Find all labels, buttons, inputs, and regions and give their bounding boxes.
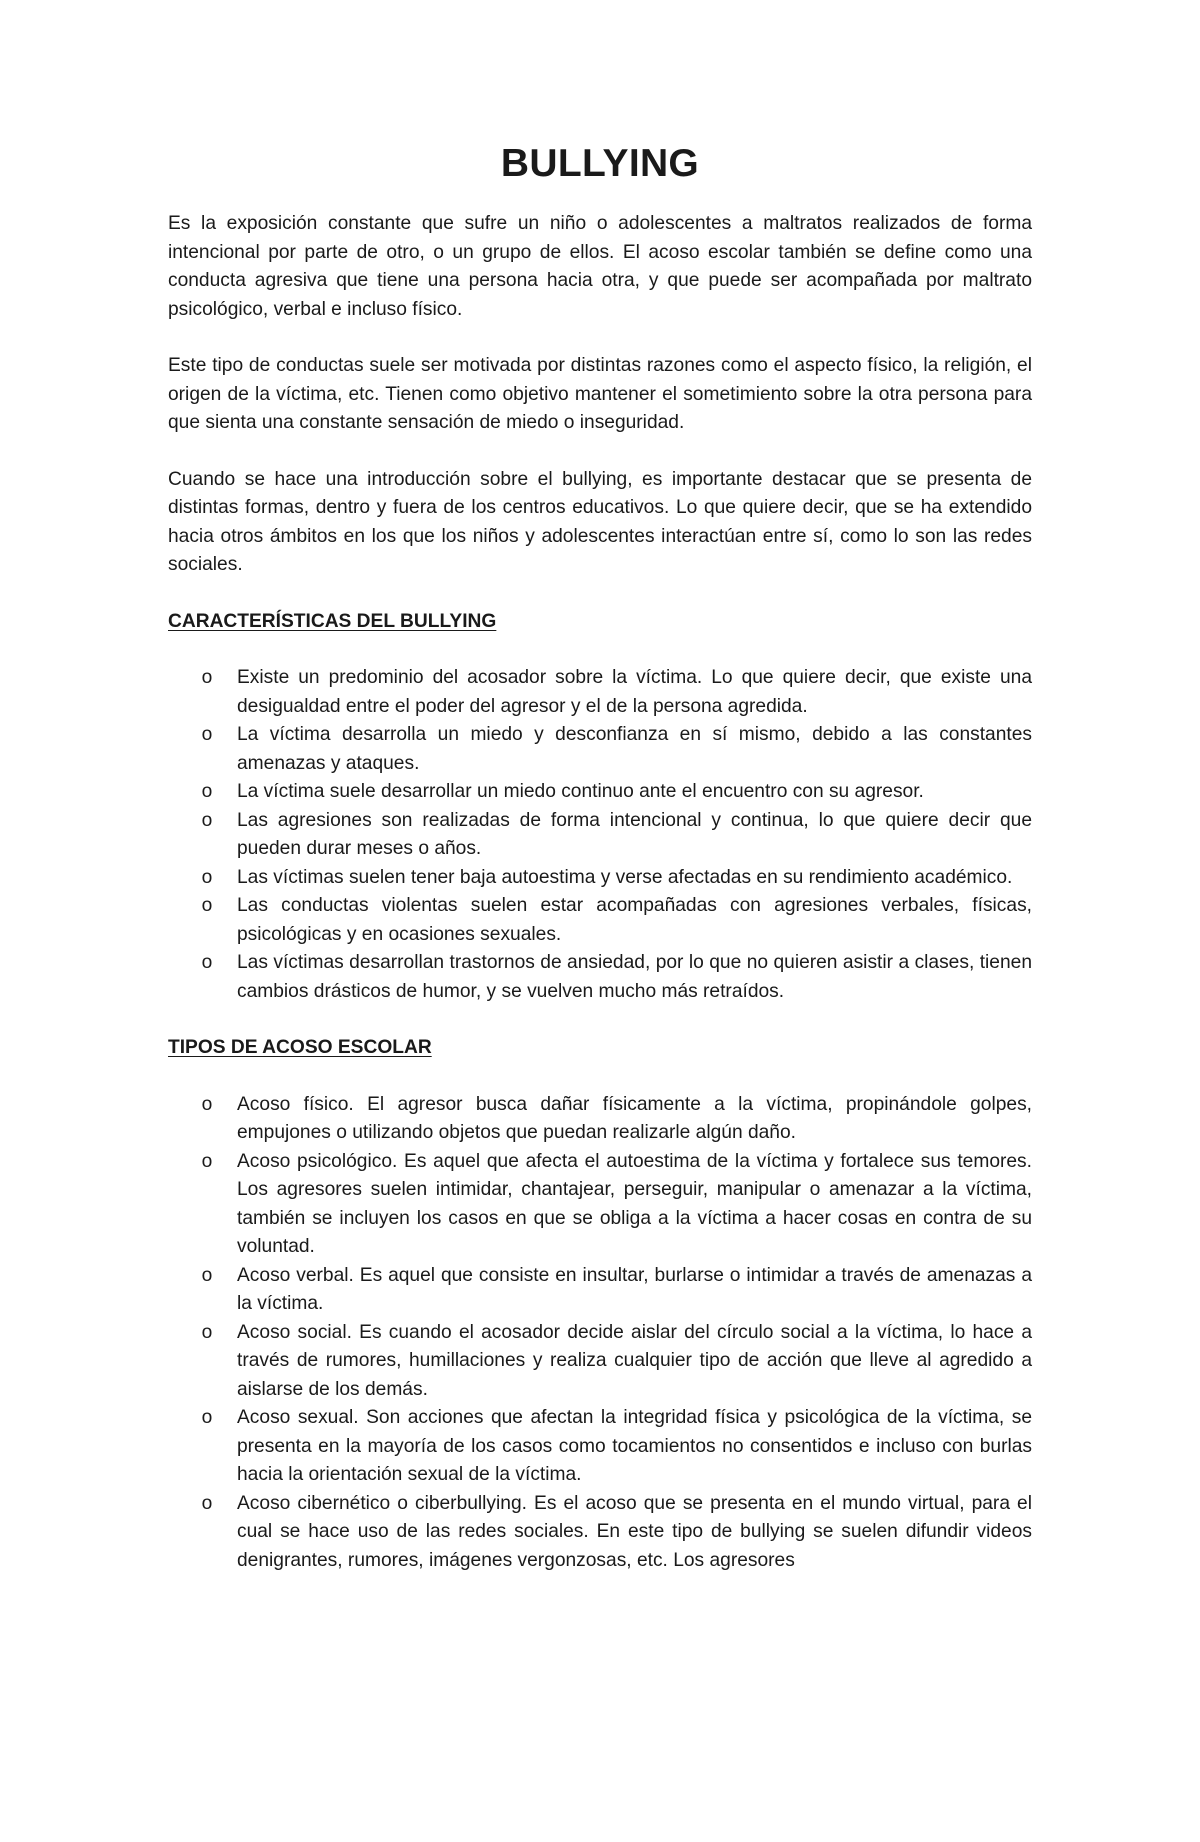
document-body <box>168 140 1032 1575</box>
bullet-marker: o <box>201 1264 213 1286</box>
tipos-list <box>168 1091 1032 1576</box>
list-item-text: La víctima desarrolla un miedo y desconfianza en sí mismo, debido a las constantes amenazas y ataques. <box>237 724 1032 774</box>
list-item-text: Existe un predominio del acosador sobre la víctima. Lo que quiere decir, que existe una desigualdad entre el poder del agresor y el de la persona agredida. <box>237 667 1032 717</box>
list-item <box>168 778 1032 807</box>
list-item-text: Las agresiones son realizadas de forma intencional y continua, lo que quiere decir que pueden durar meses o años. <box>237 809 1032 859</box>
list-item-text: Las conductas violentas suelen estar acompañadas con agresiones verbales, físicas, psicológicas y en ocasiones sexuales. <box>237 895 1032 945</box>
intro-paragraph-2: Este tipo de conductas suele ser motivada por distintas razones como el aspecto físico, la religión, el origen de la víctima, etc. Tienen como objetivo mantener el sometimiento sobre la otra persona para que sienta una constante sensación de miedo o inseguridad. <box>168 355 1032 433</box>
list-item-text: Acoso cibernético o ciberbullying. Es el acoso que se presenta en el mundo virtual, para el cual se hace uso de las redes sociales. En este tipo de bullying se suelen difundir videos denigrantes, rumores, imágenes vergonzosas, etc. Los agresores <box>237 1492 1032 1571</box>
caracteristicas-list <box>168 664 1032 1006</box>
list-item-text: Acoso verbal. Es aquel que consiste en insultar, burlarse o intimidar a través de amenazas a la víctima. <box>237 1264 1032 1314</box>
bullet-marker: o <box>201 1093 213 1115</box>
list-item <box>168 864 1032 893</box>
list-item-text: Las víctimas desarrollan trastornos de ansiedad, por lo que no quieren asistir a clases, tienen cambios drásticos de humor, y se vuelven mucho más retraídos. <box>237 952 1032 1002</box>
bullet-marker: o <box>201 1407 213 1428</box>
list-item <box>168 721 1032 778</box>
bullet-marker: o <box>201 866 213 888</box>
bullet-marker: o <box>201 781 213 802</box>
list-item <box>168 892 1032 949</box>
bullet-marker: o <box>201 809 213 831</box>
list-item <box>168 949 1032 1006</box>
list-item-text: La víctima suele desarrollar un miedo continuo ante el encuentro con su agresor. <box>237 781 924 802</box>
list-item-text: Acoso psicológico. Es aquel que afecta el autoestima de la víctima y fortalece sus temores. Los agresores suelen intimidar, chantajear, perseguir, manipular o amenazar a la víctima, también se incluyen los casos en que se obliga a la víctima a hacer cosas en contra de su voluntad. <box>237 1150 1032 1257</box>
intro-paragraph-1: Es la exposición constante que sufre un niño o adolescentes a maltratos realizados de forma intencional por parte de otro, o un grupo de ellos. El acoso escolar también se define como una conducta agresiva que tiene una persona hacia otra, y que puede ser acompañada por maltrato psicológico, verbal e incluso físico. <box>168 213 1032 320</box>
list-item <box>168 1319 1032 1405</box>
document-title: BULLYING <box>500 142 700 185</box>
list-item <box>168 807 1032 864</box>
list-item-text: Las víctimas suelen tener baja autoestima y verse afectadas en su rendimiento académico. <box>237 866 1013 888</box>
bullet-marker: o <box>201 1321 213 1343</box>
list-item-text: Acoso social. Es cuando el acosador decide aislar del círculo social a la víctima, lo hace a través de rumores, humillaciones y realiza cualquier tipo de acción que lleve al agredido a aislarse de los demás. <box>237 1321 1032 1400</box>
bullet-marker: o <box>201 895 213 916</box>
list-item <box>168 1404 1032 1490</box>
list-item <box>168 1490 1032 1576</box>
bullet-marker: o <box>201 1150 213 1172</box>
list-item <box>168 1091 1032 1148</box>
list-item <box>168 1148 1032 1262</box>
bullet-marker: o <box>201 724 213 745</box>
list-item-text: Acoso sexual. Son acciones que afectan la integridad física y psicológica de la víctima, se presenta en la mayoría de los casos como tocamientos no consentidos e incluso con burlas hacia la orientación sexual de la víctima. <box>237 1407 1032 1485</box>
section-heading-caracteristicas: CARACTERÍSTICAS DEL BULLYING <box>168 610 497 632</box>
list-item-text: Acoso físico. El agresor busca dañar físicamente a la víctima, propinándole golpes, empujones o utilizando objetos que puedan realizarle algún daño. <box>237 1093 1032 1143</box>
bullet-marker: o <box>201 667 213 688</box>
bullet-marker: o <box>201 952 213 973</box>
intro-paragraph-3: Cuando se hace una introducción sobre el bullying, es importante destacar que se presenta de distintas formas, dentro y fuera de los centros educativos. Lo que quiere decir, que se ha extendido hacia otros ámbitos en los que los niños y adolescentes interactúan entre sí, como lo son las redes sociales. <box>168 468 1032 575</box>
bullet-marker: o <box>201 1492 213 1514</box>
section-heading-tipos: TIPOS DE ACOSO ESCOLAR <box>168 1037 432 1058</box>
list-item <box>168 1262 1032 1319</box>
list-item <box>168 664 1032 721</box>
